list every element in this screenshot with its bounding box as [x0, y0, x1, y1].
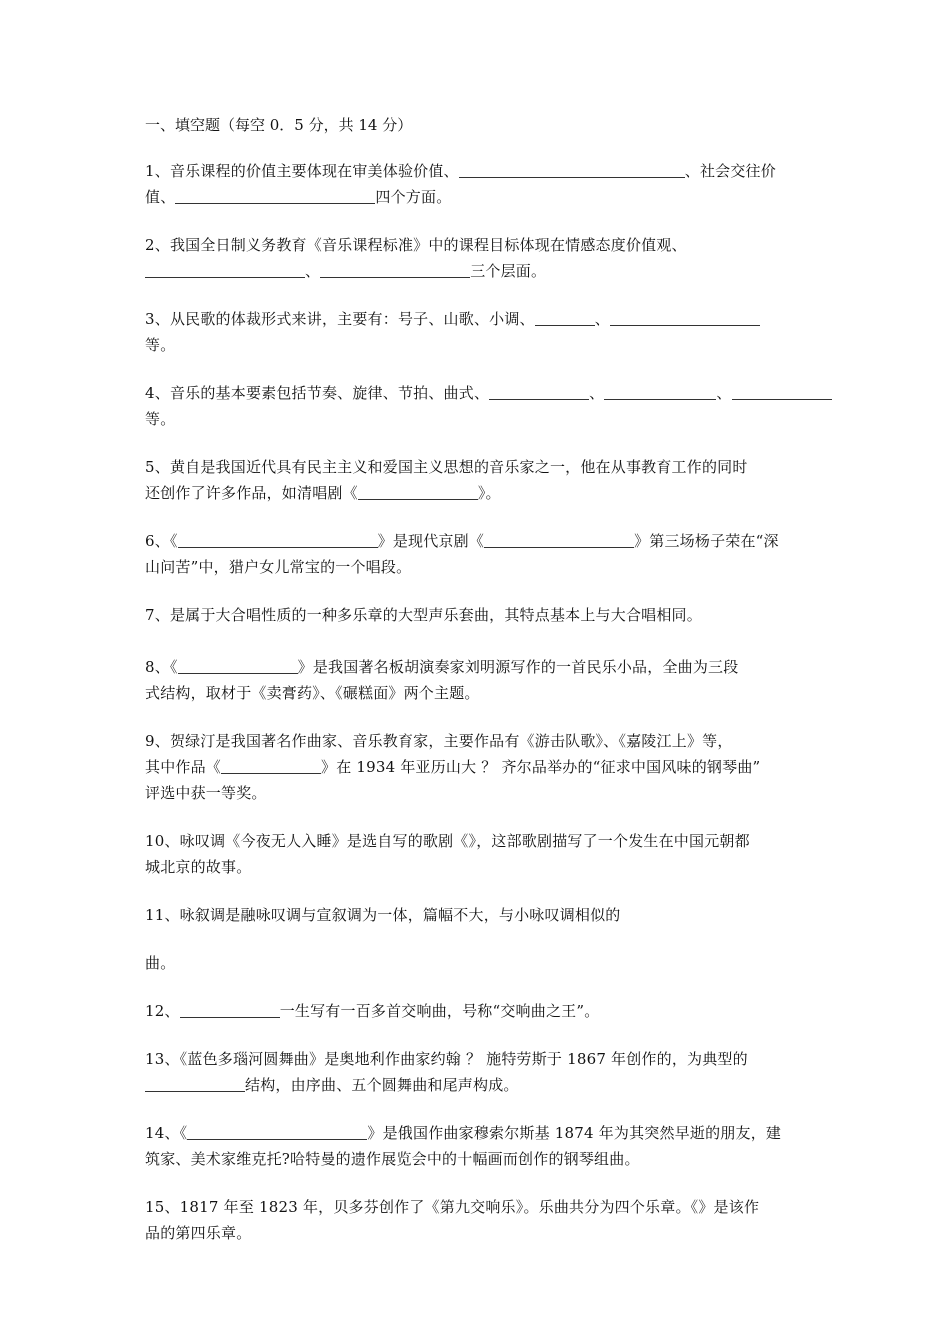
question-text: 12、 [145, 1002, 180, 1020]
question-text: 》。 [477, 484, 501, 502]
question-4 [145, 380, 809, 432]
question-text: 、 [716, 384, 732, 402]
question-text: 、 [589, 384, 605, 402]
answer-blank[interactable] [180, 1001, 280, 1018]
question-line [145, 602, 809, 628]
answer-blank[interactable] [732, 383, 832, 400]
question-line [145, 1120, 809, 1146]
question-text: 4、音乐的基本要素包括节奏、旋律、节拍、曲式、 [145, 384, 490, 402]
question-text: 》在 1934 年亚历山大 ？ 齐尔品举办的“征求中国风味的钢琴曲” [321, 758, 761, 776]
question-5 [145, 454, 809, 506]
question-text: 、社会交往价 [684, 162, 776, 180]
question-12 [145, 998, 809, 1024]
question-line [145, 950, 809, 976]
exam-page [145, 112, 809, 1268]
question-line [145, 854, 809, 880]
question-text: 三个层面。 [470, 262, 547, 280]
question-text: 9、贺绿汀是我国著名作曲家、音乐教育家，主要作品有《游击队歌》、《嘉陵江上》等， [145, 732, 733, 750]
question-line [145, 780, 809, 806]
question-text: 15、1817 年至 1823 年，贝多芬创作了《第九交响乐》。乐曲共分为四个乐章。《》是该作 [145, 1198, 760, 1216]
answer-blank[interactable] [459, 161, 685, 178]
question-text: 、 [305, 262, 321, 280]
question-text: 筑家、美术家维克托?哈特曼的遗作展览会中的十幅画而创作的钢琴组曲。 [145, 1150, 640, 1168]
question-text: 等。 [145, 336, 176, 354]
question-text: 11、咏叙调是融咏叹调与宣叙调为一体，篇幅不大，与小咏叹调相似的 [145, 906, 621, 924]
question-text: 5、黄自是我国近代具有民主主义和爱国主义思想的音乐家之一，他在从事教育工作的同时 [145, 458, 748, 476]
question-text: 曲。 [145, 954, 176, 972]
question-line [145, 728, 809, 754]
question-text: 》第三场杨子荣在“深 [634, 532, 779, 550]
question-line [145, 406, 809, 432]
question-line [145, 454, 809, 480]
question-line [145, 528, 809, 554]
question-text: 结构，由序曲、五个圆舞曲和尾声构成。 [245, 1076, 519, 1094]
answer-blank[interactable] [145, 1075, 245, 1092]
question-text: 7、是属于大合唱性质的一种多乐章的大型声乐套曲，其特点基本上与大合唱相同。 [145, 606, 702, 624]
question-14 [145, 1120, 809, 1172]
question-text: 》是我国著名板胡演奏家刘明源写作的一首民乐小品，全曲为三段 [297, 658, 739, 676]
answer-blank[interactable] [178, 531, 378, 548]
question-line [145, 232, 809, 258]
question-line [145, 258, 809, 284]
question-text: 值、 [145, 188, 176, 206]
question-text: 其中作品《 [145, 758, 222, 776]
answer-blank[interactable] [187, 1123, 367, 1140]
answer-blank[interactable] [221, 757, 321, 774]
question-line [145, 158, 809, 184]
answer-blank[interactable] [358, 483, 478, 500]
question-line [145, 754, 809, 780]
question-11 [145, 902, 809, 976]
question-15 [145, 1194, 809, 1246]
question-line [145, 332, 809, 358]
answer-blank[interactable] [320, 261, 470, 278]
answer-blank[interactable] [175, 187, 375, 204]
question-text: 四个方面。 [375, 188, 452, 206]
question-10 [145, 828, 809, 880]
section-heading: 一、填空题（每空 0．5 分，共 14 分） [145, 116, 413, 134]
answer-blank[interactable] [484, 531, 634, 548]
question-text: 》是现代京剧《 [377, 532, 485, 550]
answer-blank[interactable] [489, 383, 589, 400]
question-text: 还创作了许多作品，如清唱剧《 [145, 484, 358, 502]
answer-blank[interactable] [604, 383, 716, 400]
question-text: 等。 [145, 410, 176, 428]
question-8 [145, 654, 809, 706]
answer-blank[interactable] [610, 309, 760, 326]
question-text: 8、《 [145, 658, 178, 676]
question-2 [145, 232, 809, 284]
question-9 [145, 728, 809, 806]
question-text: 10、咏叹调《今夜无人入睡》是选自写的歌剧《》，这部歌剧描写了一个发生在中国元朝都 [145, 832, 750, 850]
question-text: 1、音乐课程的价值主要体现在审美体验价值、 [145, 162, 459, 180]
question-1 [145, 158, 809, 210]
question-line [145, 1046, 809, 1072]
question-text: 一生写有一百多首交响曲，号称“交响曲之王”。 [279, 1002, 600, 1020]
question-7 [145, 602, 809, 628]
answer-blank[interactable] [145, 261, 305, 278]
question-line [145, 1220, 809, 1246]
question-line [145, 680, 809, 706]
question-line [145, 306, 809, 332]
question-line [145, 380, 809, 406]
question-line [145, 1146, 809, 1172]
question-text: 式结构，取材于《卖膏药》、《碾糕面》两个主题。 [145, 684, 480, 702]
question-line [145, 828, 809, 854]
question-13 [145, 1046, 809, 1098]
question-line [145, 1194, 809, 1220]
question-3 [145, 306, 809, 358]
question-text: 山问苦”中，猎户女儿常宝的一个唱段。 [145, 558, 412, 576]
question-text: 14、《 [145, 1124, 188, 1142]
question-line [145, 1072, 809, 1098]
answer-blank[interactable] [535, 309, 595, 326]
question-6 [145, 528, 809, 580]
question-line [145, 902, 809, 928]
question-text: 品的第四乐章。 [145, 1224, 252, 1242]
question-text: 2、我国全日制义务教育《音乐课程标准》中的课程目标体现在情感态度价值观、 [145, 236, 687, 254]
question-text: 》是俄国作曲家穆索尔斯基 1874 年为其突然早逝的朋友，建 [367, 1124, 782, 1142]
question-text: 评选中获一等奖。 [145, 784, 267, 802]
question-text: 城北京的故事。 [145, 858, 252, 876]
question-line [145, 554, 809, 580]
question-line [145, 654, 809, 680]
question-line [145, 480, 809, 506]
question-line [145, 998, 809, 1024]
question-text: 13、《蓝色多瑙河圆舞曲》是奥地利作曲家约翰 ？ 施特劳斯于 1867 年创作的，为典型的 [145, 1050, 748, 1068]
question-text: 、 [594, 310, 610, 328]
question-text: 6、《 [145, 532, 178, 550]
question-text: 3、从民歌的体裁形式来讲，主要有：号子、山歌、小调、 [145, 310, 535, 328]
question-line [145, 184, 809, 210]
answer-blank[interactable] [178, 657, 298, 674]
